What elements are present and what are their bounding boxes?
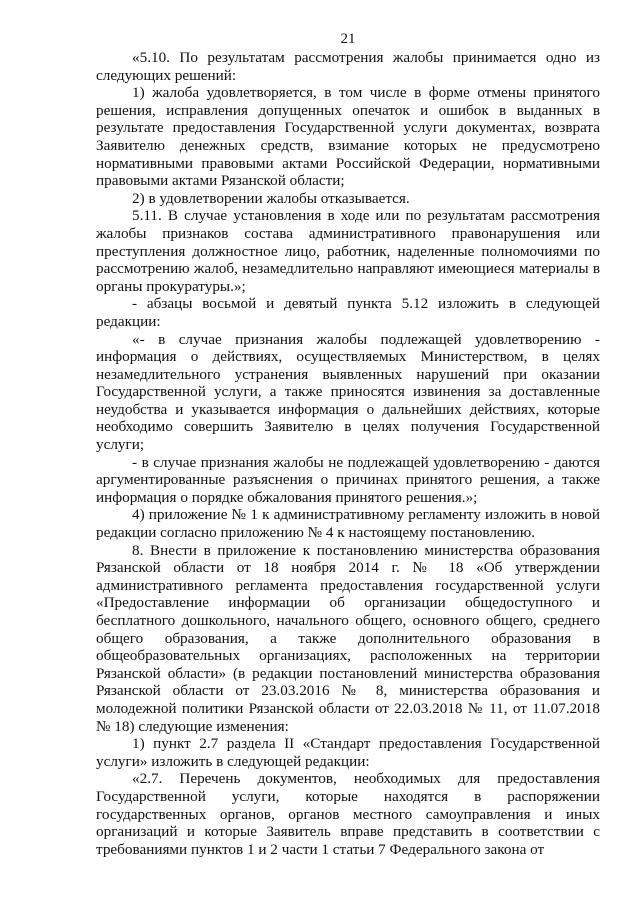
paragraph-item-8-1: 1) пункт 2.7 раздела II «Стандарт предоставления Государственной услуги» изложить в следующей редакции: bbox=[96, 735, 600, 770]
paragraph-5-11: 5.11. В случае установления в ходе или по результатам рассмотрения жалобы признаков состава административного правонарушения или преступления должностное лицо, работник, наделенные полномочиями по рассмотрению жалоб, незамедлительно направляют имеющиеся материалы в органы прокуратуры.»; bbox=[96, 207, 600, 295]
paragraph-5-12-rejected: - в случае признания жалобы не подлежащей удовлетворению - даются аргументированные разъяснения о причинах принятого решения, а также информация о порядке обжалования принятого решения.»; bbox=[96, 453, 600, 506]
paragraph-item-8: 8. Внести в приложение к постановлению министерства образования Рязанской области от 18 ноября 2014 г. № 18 «Об утверждении административного регламента предоставления государственной услуги «Предоставление информации об организации общедоступного и бесплатного дошкольного, начального общего, основного общего, среднего общего образования, а также дополнительного образования в общеобразовательных организациях, расположенных на территории Рязанской области» (в редакции постановлений министерства образования Рязанской области от 23.03.2016 № 8, министерства образования и молодежной политики Рязанской области от 22.03.2018 № 11, от 11.07.2018 № 18) следующие изменения: bbox=[96, 541, 600, 735]
paragraph-decision-2: 2) в удовлетворении жалобы отказывается. bbox=[132, 189, 410, 207]
paragraph-5-12-intro: - абзацы восьмой и девятый пункта 5.12 изложить в следующей редакции: bbox=[96, 295, 600, 330]
paragraph-decision-1: 1) жалоба удовлетворяется, в том числе в форме отмены принятого решения, исправления допущенных опечаток и ошибок в выданных в результате предоставления Государственной услуги документах, возврата Заявителю денежных средств, взимание которых не предусмотрено нормативными правовыми актами Российской Федерации, нормативными правовыми актами Рязанской области; bbox=[96, 84, 600, 190]
paragraph-2-7: «2.7. Перечень документов, необходимых для предоставления Государственной услуги, которые находятся в распоряжении государственных органов, органов местного самоуправления и иных организаций и которые Заявитель вправе представить в соответствии с требованиями пунктов 1 и 2 части 1 статьи 7 Федерального закона от bbox=[96, 770, 600, 858]
paragraph-appendix-1: 4) приложение № 1 к административному регламенту изложить в новой редакции согласно приложению № 4 к настоящему постановлению. bbox=[96, 506, 600, 542]
paragraph-5-12-satisfied: «- в случае признания жалобы подлежащей удовлетворению - информация о действиях, осуществляемых Министерством, в целях незамедлительного устранения выявленных нарушений при оказании Государственной услуги, а также приносятся извинения за доставленные неудобства и указывается информация о дальнейших действиях, которые необходимо совершить Заявителю в целях получения Государственной услуги; bbox=[96, 330, 600, 454]
page-number: 21 bbox=[340, 31, 356, 47]
paragraph-5-10: «5.10. По результатам рассмотрения жалобы принимается одно из следующих решений: bbox=[96, 49, 600, 84]
